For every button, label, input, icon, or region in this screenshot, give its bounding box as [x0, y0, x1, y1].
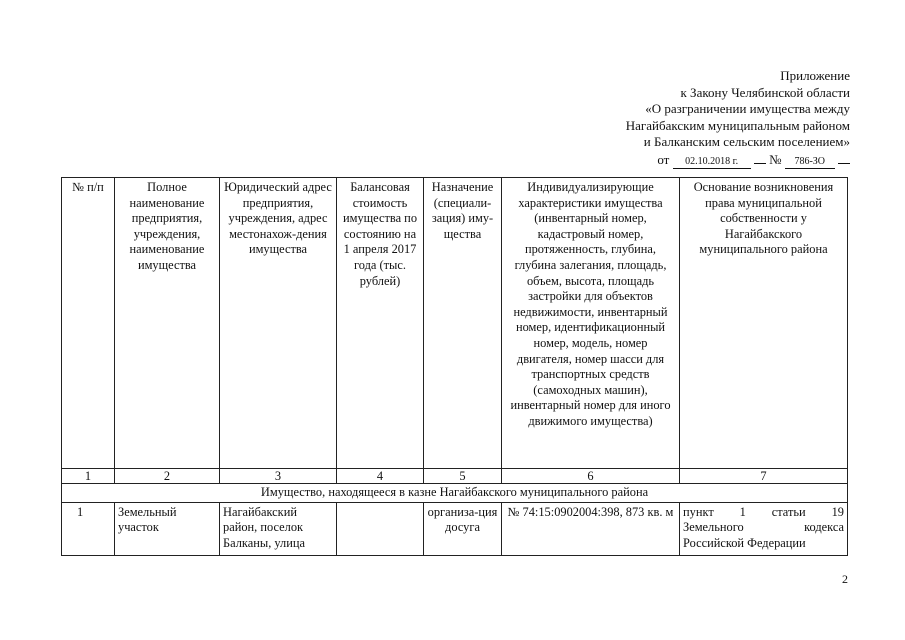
column-number-row — [62, 469, 848, 484]
header-basis: Основание возникновения права муниципальной собственности у Нагайбакского муниципального района — [680, 178, 848, 469]
header-characteristics: Индивидуализирующие характеристики имущества (инвентарный номер, кадастровый номер, протяженность, глубина, глубина залегания, площадь, объем, высота, площадь застройки для объектов недвижимости, инвентарный номер, идентификационный номер, модель, номер двигателя, номер шасси для транспортных средств (самоходных машин), инвентарный номер для иного движимого имущества) — [502, 178, 680, 469]
appendix-line: к Закону Челябинской области — [680, 84, 850, 100]
column-number: 1 — [62, 469, 115, 484]
column-number: 2 — [115, 469, 220, 484]
header-purpose: Назначение (специали-зация) иму-щества — [424, 178, 502, 469]
column-number: 4 — [337, 469, 424, 484]
column-number: 5 — [424, 469, 502, 484]
law-number: 786-ЗО — [785, 155, 835, 169]
row-basis-line: Российской Федерации — [683, 535, 806, 550]
date-blank — [754, 163, 766, 164]
header-value: Балансовая стоимость имущества по состоянию на 1 апреля 2017 года (тыс. рублей) — [337, 178, 424, 469]
column-number: 7 — [680, 469, 848, 484]
appendix-line: и Балканским сельским поселением» — [643, 134, 850, 149]
appendix-line: Нагайбакским муниципальным районом — [625, 117, 850, 133]
row-num: 1 — [62, 502, 115, 555]
header-name: Полное наименование предприятия, учреждения, наименование имущества — [115, 178, 220, 469]
column-number: 3 — [220, 469, 337, 484]
header-num: № п/п — [62, 178, 115, 469]
table-row — [62, 502, 848, 555]
column-number: 6 — [502, 469, 680, 484]
appendix-line: «О разграничении имущества между — [645, 101, 850, 116]
row-basis-line: Земельного кодекса — [683, 520, 844, 535]
number-blank — [838, 163, 850, 164]
row-purpose: организа-ция досуга — [424, 502, 502, 555]
page-number: 2 — [842, 572, 848, 586]
row-address: Нагайбакский район, поселок Балканы, улица — [220, 502, 337, 555]
table-header-row — [62, 178, 848, 469]
section-row — [62, 484, 848, 503]
row-characteristics: № 74:15:0902004:398, 873 кв. м — [502, 502, 680, 555]
row-basis-line: пункт 1 статьи 19 — [683, 504, 844, 519]
appendix-line: Приложение — [780, 68, 850, 83]
law-date-line — [626, 152, 850, 169]
row-name: Земельный участок — [115, 502, 220, 555]
header-address: Юридический адрес предприятия, учреждения, адрес местонахож-дения имущества — [220, 178, 337, 469]
date-prefix: от — [657, 151, 670, 167]
section-title: Имущество, находящееся в казне Нагайбакского муниципального района — [62, 484, 848, 503]
number-prefix: № — [769, 151, 782, 167]
property-table — [61, 177, 848, 556]
law-date: 02.10.2018 г. — [673, 155, 751, 169]
row-value — [337, 502, 424, 555]
row-basis — [680, 502, 848, 555]
appendix-header — [626, 68, 850, 169]
